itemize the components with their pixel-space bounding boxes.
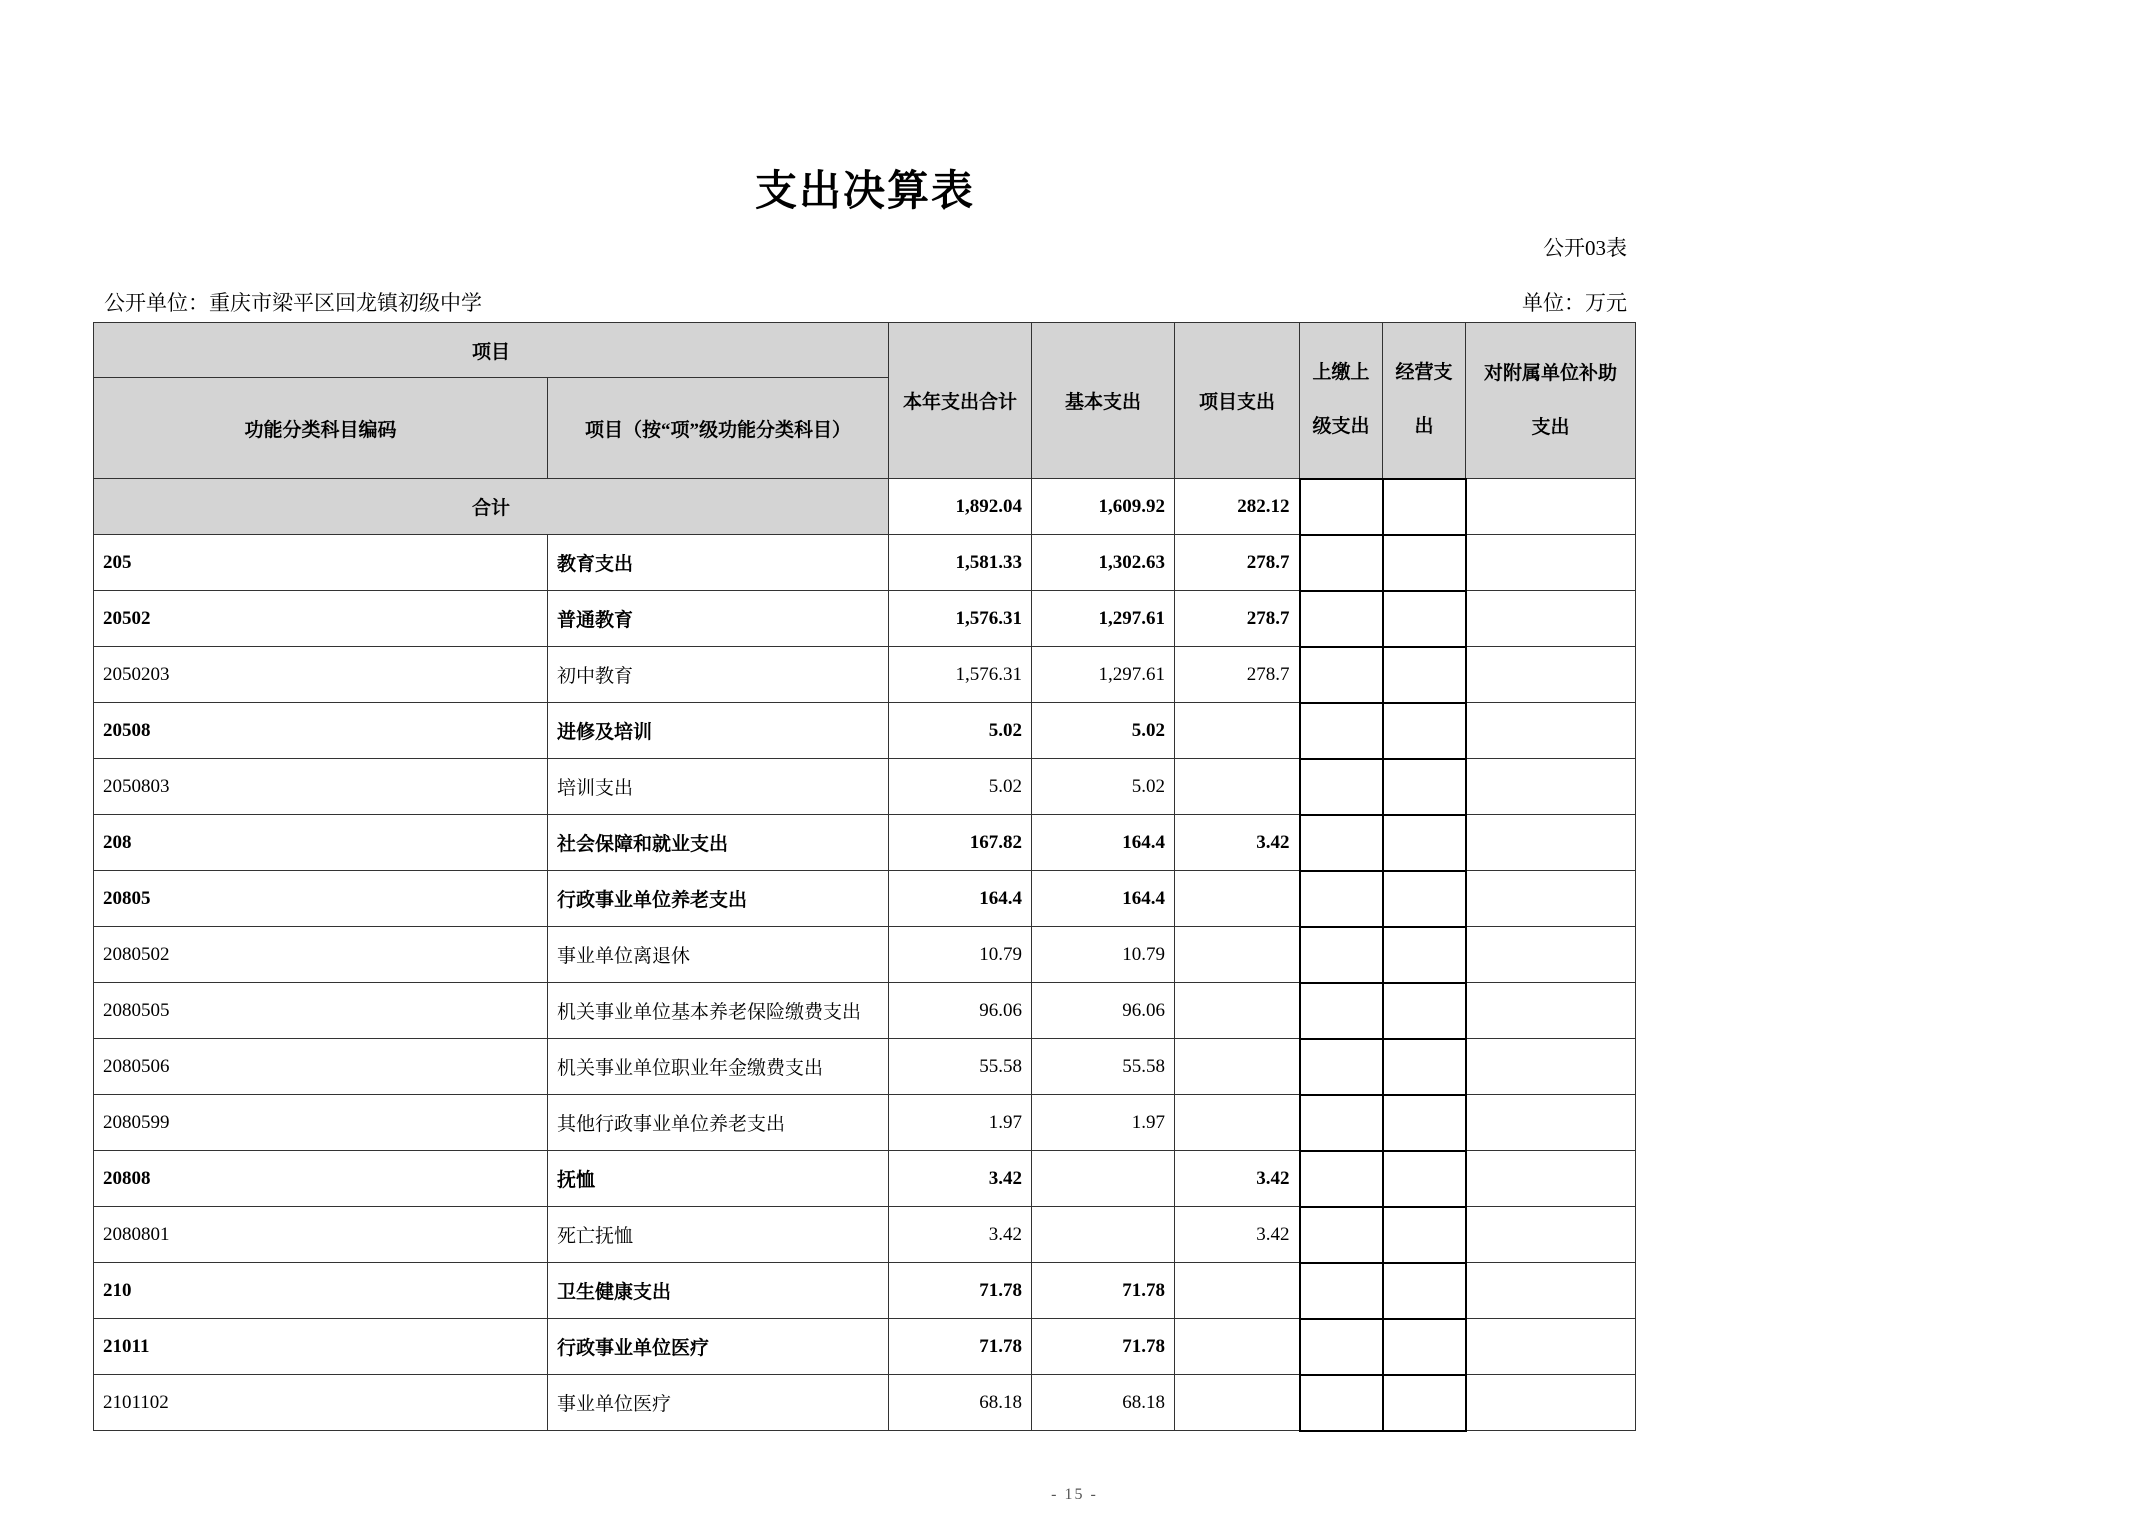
cell-project: [1175, 1263, 1300, 1319]
total-cell-project: 282.12: [1175, 479, 1300, 535]
cell-upper: [1300, 703, 1383, 759]
cell-upper: [1300, 1095, 1383, 1151]
cell-subsidy: [1466, 1207, 1636, 1263]
cell-total: 10.79: [889, 927, 1032, 983]
cell-business: [1383, 1095, 1466, 1151]
cell-basic: [1032, 1207, 1175, 1263]
cell-business: [1383, 815, 1466, 871]
cell-code: 20808: [94, 1151, 548, 1207]
cell-project: [1175, 759, 1300, 815]
page-number: - 15 -: [1051, 1486, 1098, 1503]
cell-basic: 164.4: [1032, 815, 1175, 871]
cell-upper: [1300, 1319, 1383, 1375]
cell-project: 278.7: [1175, 591, 1300, 647]
table-row: [94, 1039, 1636, 1095]
cell-code: 20508: [94, 703, 548, 759]
cell-project: [1175, 927, 1300, 983]
cell-subsidy: [1466, 1039, 1636, 1095]
cell-name: 教育支出: [548, 535, 889, 591]
cell-business: [1383, 647, 1466, 703]
header-project: 项目支出: [1175, 323, 1300, 479]
cell-subsidy: [1466, 983, 1636, 1039]
cell-code: 2080502: [94, 927, 548, 983]
total-row: [94, 479, 1636, 535]
cell-code: 2101102: [94, 1375, 548, 1431]
cell-total: 164.4: [889, 871, 1032, 927]
cell-upper: [1300, 1263, 1383, 1319]
header-item: 项目: [94, 323, 889, 378]
cell-name: 机关事业单位基本养老保险缴费支出: [548, 983, 889, 1039]
cell-subsidy: [1466, 703, 1636, 759]
cell-code: 21011: [94, 1319, 548, 1375]
cell-total: 96.06: [889, 983, 1032, 1039]
table-row: [94, 1263, 1636, 1319]
cell-total: 1,581.33: [889, 535, 1032, 591]
header-subsidy: 对附属单位补助支出: [1466, 323, 1636, 479]
cell-upper: [1300, 535, 1383, 591]
cell-upper: [1300, 1151, 1383, 1207]
cell-basic: 1.97: [1032, 1095, 1175, 1151]
total-cell-upper: [1300, 479, 1383, 535]
cell-code: 20502: [94, 591, 548, 647]
cell-business: [1383, 1151, 1466, 1207]
disclosure-unit: 公开单位：重庆市梁平区回龙镇初级中学: [104, 291, 482, 315]
cell-project: 278.7: [1175, 647, 1300, 703]
cell-business: [1383, 1039, 1466, 1095]
cell-basic: 68.18: [1032, 1375, 1175, 1431]
cell-total: 1,576.31: [889, 591, 1032, 647]
cell-business: [1383, 927, 1466, 983]
cell-project: 278.7: [1175, 535, 1300, 591]
cell-code: 20805: [94, 871, 548, 927]
cell-business: [1383, 871, 1466, 927]
cell-subsidy: [1466, 927, 1636, 983]
header-total: 本年支出合计: [889, 323, 1032, 479]
cell-project: [1175, 703, 1300, 759]
cell-subsidy: [1466, 1319, 1636, 1375]
table-row: [94, 591, 1636, 647]
cell-upper: [1300, 1375, 1383, 1431]
cell-subsidy: [1466, 815, 1636, 871]
table-row: [94, 927, 1636, 983]
cell-business: [1383, 591, 1466, 647]
cell-name: 培训支出: [548, 759, 889, 815]
cell-business: [1383, 1375, 1466, 1431]
cell-upper: [1300, 871, 1383, 927]
cell-total: 55.58: [889, 1039, 1032, 1095]
form-number: 公开03表: [1543, 236, 1627, 260]
cell-name: 普通教育: [548, 591, 889, 647]
cell-total: 1.97: [889, 1095, 1032, 1151]
cell-project: [1175, 1375, 1300, 1431]
cell-subsidy: [1466, 1375, 1636, 1431]
cell-name: 卫生健康支出: [548, 1263, 889, 1319]
table-row: [94, 983, 1636, 1039]
cell-business: [1383, 535, 1466, 591]
cell-basic: 10.79: [1032, 927, 1175, 983]
cell-subsidy: [1466, 1151, 1636, 1207]
cell-basic: 1,302.63: [1032, 535, 1175, 591]
cell-project: [1175, 983, 1300, 1039]
table-row: [94, 1375, 1636, 1431]
cell-subsidy: [1466, 871, 1636, 927]
cell-project: [1175, 1039, 1300, 1095]
cell-subsidy: [1466, 647, 1636, 703]
cell-basic: 5.02: [1032, 759, 1175, 815]
cell-code: 2080506: [94, 1039, 548, 1095]
table-row: [94, 759, 1636, 815]
cell-code: 205: [94, 535, 548, 591]
cell-total: 5.02: [889, 759, 1032, 815]
cell-total: 3.42: [889, 1151, 1032, 1207]
table-row: [94, 815, 1636, 871]
cell-total: 71.78: [889, 1263, 1032, 1319]
expenditure-table: [93, 322, 1636, 1432]
cell-upper: [1300, 927, 1383, 983]
cell-subsidy: [1466, 759, 1636, 815]
cell-name: 机关事业单位职业年金缴费支出: [548, 1039, 889, 1095]
header-code: 功能分类科目编码: [94, 378, 548, 479]
total-cell-basic: 1,609.92: [1032, 479, 1175, 535]
cell-basic: [1032, 1151, 1175, 1207]
cell-code: 2080599: [94, 1095, 548, 1151]
table-row: [94, 1207, 1636, 1263]
header-basic: 基本支出: [1032, 323, 1175, 479]
cell-upper: [1300, 647, 1383, 703]
currency-unit: 单位：万元: [1522, 291, 1627, 315]
header-upper: 上缴上级支出: [1300, 323, 1383, 479]
table-row: [94, 535, 1636, 591]
cell-total: 71.78: [889, 1319, 1032, 1375]
cell-name: 行政事业单位养老支出: [548, 871, 889, 927]
cell-total: 68.18: [889, 1375, 1032, 1431]
cell-subsidy: [1466, 1263, 1636, 1319]
cell-upper: [1300, 759, 1383, 815]
cell-basic: 1,297.61: [1032, 647, 1175, 703]
cell-subsidy: [1466, 591, 1636, 647]
cell-upper: [1300, 983, 1383, 1039]
cell-total: 3.42: [889, 1207, 1032, 1263]
cell-basic: 1,297.61: [1032, 591, 1175, 647]
cell-code: 210: [94, 1263, 548, 1319]
cell-name: 初中教育: [548, 647, 889, 703]
page-title: 支出决算表: [754, 169, 975, 215]
cell-basic: 71.78: [1032, 1319, 1175, 1375]
cell-code: 208: [94, 815, 548, 871]
cell-code: 2050803: [94, 759, 548, 815]
cell-name: 进修及培训: [548, 703, 889, 759]
cell-name: 行政事业单位医疗: [548, 1319, 889, 1375]
cell-project: 3.42: [1175, 1207, 1300, 1263]
total-cell-business: [1383, 479, 1466, 535]
cell-subsidy: [1466, 1095, 1636, 1151]
cell-project: [1175, 871, 1300, 927]
cell-business: [1383, 1207, 1466, 1263]
cell-project: 3.42: [1175, 1151, 1300, 1207]
total-label: 合计: [94, 479, 889, 535]
table-row: [94, 1095, 1636, 1151]
cell-total: 5.02: [889, 703, 1032, 759]
cell-business: [1383, 703, 1466, 759]
table-row: [94, 647, 1636, 703]
cell-name: 事业单位离退休: [548, 927, 889, 983]
cell-project: [1175, 1319, 1300, 1375]
cell-upper: [1300, 591, 1383, 647]
cell-name: 社会保障和就业支出: [548, 815, 889, 871]
cell-basic: 96.06: [1032, 983, 1175, 1039]
cell-code: 2080801: [94, 1207, 548, 1263]
cell-upper: [1300, 815, 1383, 871]
cell-project: [1175, 1095, 1300, 1151]
header-business: 经营支出: [1383, 323, 1466, 479]
cell-upper: [1300, 1207, 1383, 1263]
cell-business: [1383, 1319, 1466, 1375]
table-row: [94, 1151, 1636, 1207]
cell-basic: 55.58: [1032, 1039, 1175, 1095]
cell-basic: 164.4: [1032, 871, 1175, 927]
cell-business: [1383, 983, 1466, 1039]
cell-code: 2080505: [94, 983, 548, 1039]
table-row: [94, 1319, 1636, 1375]
cell-name: 死亡抚恤: [548, 1207, 889, 1263]
cell-upper: [1300, 1039, 1383, 1095]
cell-project: 3.42: [1175, 815, 1300, 871]
cell-business: [1383, 1263, 1466, 1319]
cell-subsidy: [1466, 535, 1636, 591]
cell-name: 其他行政事业单位养老支出: [548, 1095, 889, 1151]
cell-name: 事业单位医疗: [548, 1375, 889, 1431]
table-row: [94, 871, 1636, 927]
cell-total: 167.82: [889, 815, 1032, 871]
cell-name: 抚恤: [548, 1151, 889, 1207]
total-cell-total: 1,892.04: [889, 479, 1032, 535]
total-cell-subsidy: [1466, 479, 1636, 535]
cell-business: [1383, 759, 1466, 815]
cell-code: 2050203: [94, 647, 548, 703]
cell-basic: 5.02: [1032, 703, 1175, 759]
cell-total: 1,576.31: [889, 647, 1032, 703]
cell-basic: 71.78: [1032, 1263, 1175, 1319]
header-name: 项目（按“项”级功能分类科目）: [548, 378, 889, 479]
table-row: [94, 703, 1636, 759]
